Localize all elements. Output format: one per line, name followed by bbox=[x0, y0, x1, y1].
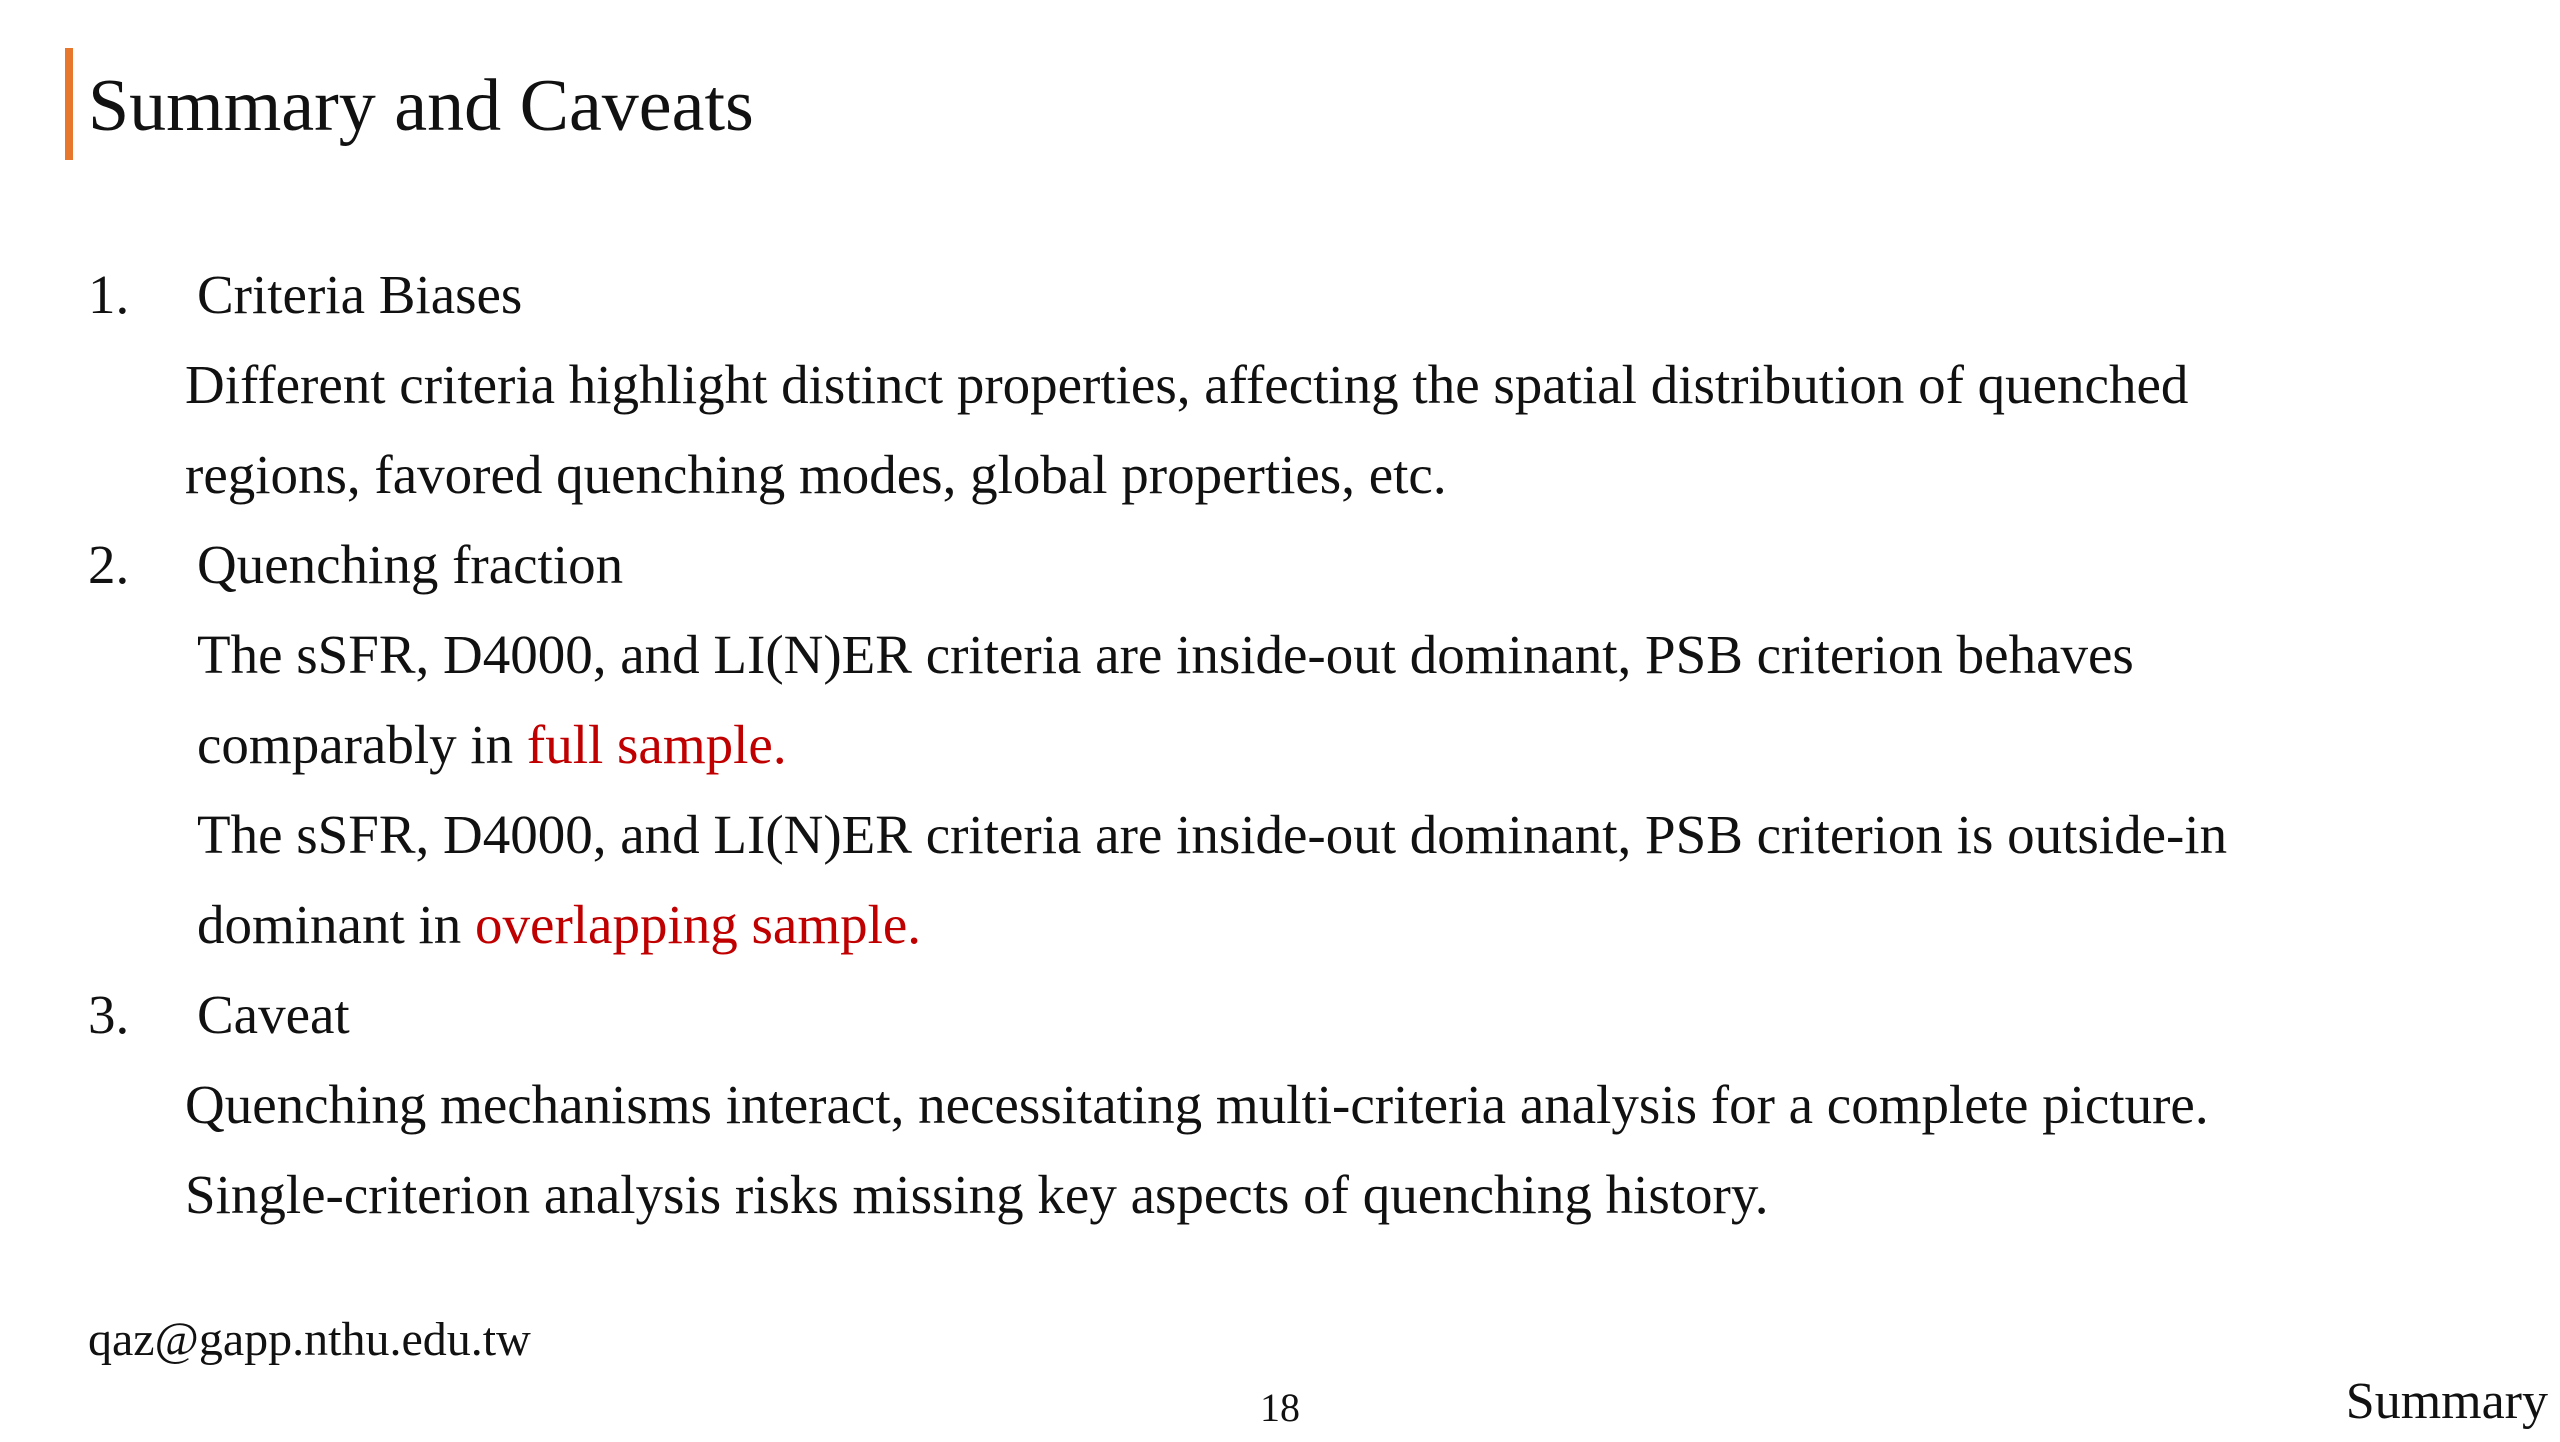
body-text: The sSFR, D4000, and LI(N)ER criteria are inside-out dominant, PSB criterion is outside-in bbox=[197, 804, 2228, 865]
list-heading: Criteria Biases bbox=[197, 264, 523, 325]
list-heading: Caveat bbox=[197, 984, 350, 1045]
body-text: Single-criterion analysis risks missing key aspects of quenching history. bbox=[185, 1164, 1769, 1225]
title-accent-bar bbox=[65, 48, 73, 160]
slide-title: Summary and Caveats bbox=[88, 65, 754, 147]
list-number: 1. bbox=[88, 264, 130, 325]
body-text bbox=[197, 880, 921, 970]
body-text: Different criteria highlight distinct properties, affecting the spatial distribution of quenched bbox=[185, 354, 2189, 415]
body-text: regions, favored quenching modes, global properties, etc. bbox=[185, 444, 1447, 505]
footer-section-label: Summary bbox=[2345, 1373, 2548, 1430]
list-heading: Quenching fraction bbox=[197, 534, 624, 595]
body-text-prefix: dominant in bbox=[197, 894, 476, 955]
highlight-text: overlapping sample. bbox=[475, 894, 922, 955]
list-number: 2. bbox=[88, 534, 130, 595]
body-text-prefix: comparably in bbox=[197, 714, 527, 775]
list-number: 3. bbox=[88, 984, 130, 1045]
body-text: Quenching mechanisms interact, necessitating multi-criteria analysis for a complete picture. bbox=[185, 1074, 2209, 1135]
footer-email: qaz@gapp.nthu.edu.tw bbox=[88, 1313, 531, 1366]
highlight-text: full sample. bbox=[526, 714, 787, 775]
page-number: 18 bbox=[1260, 1385, 1300, 1430]
body-text bbox=[197, 700, 787, 790]
body-text: The sSFR, D4000, and LI(N)ER criteria are inside-out dominant, PSB criterion behaves bbox=[197, 624, 2134, 685]
